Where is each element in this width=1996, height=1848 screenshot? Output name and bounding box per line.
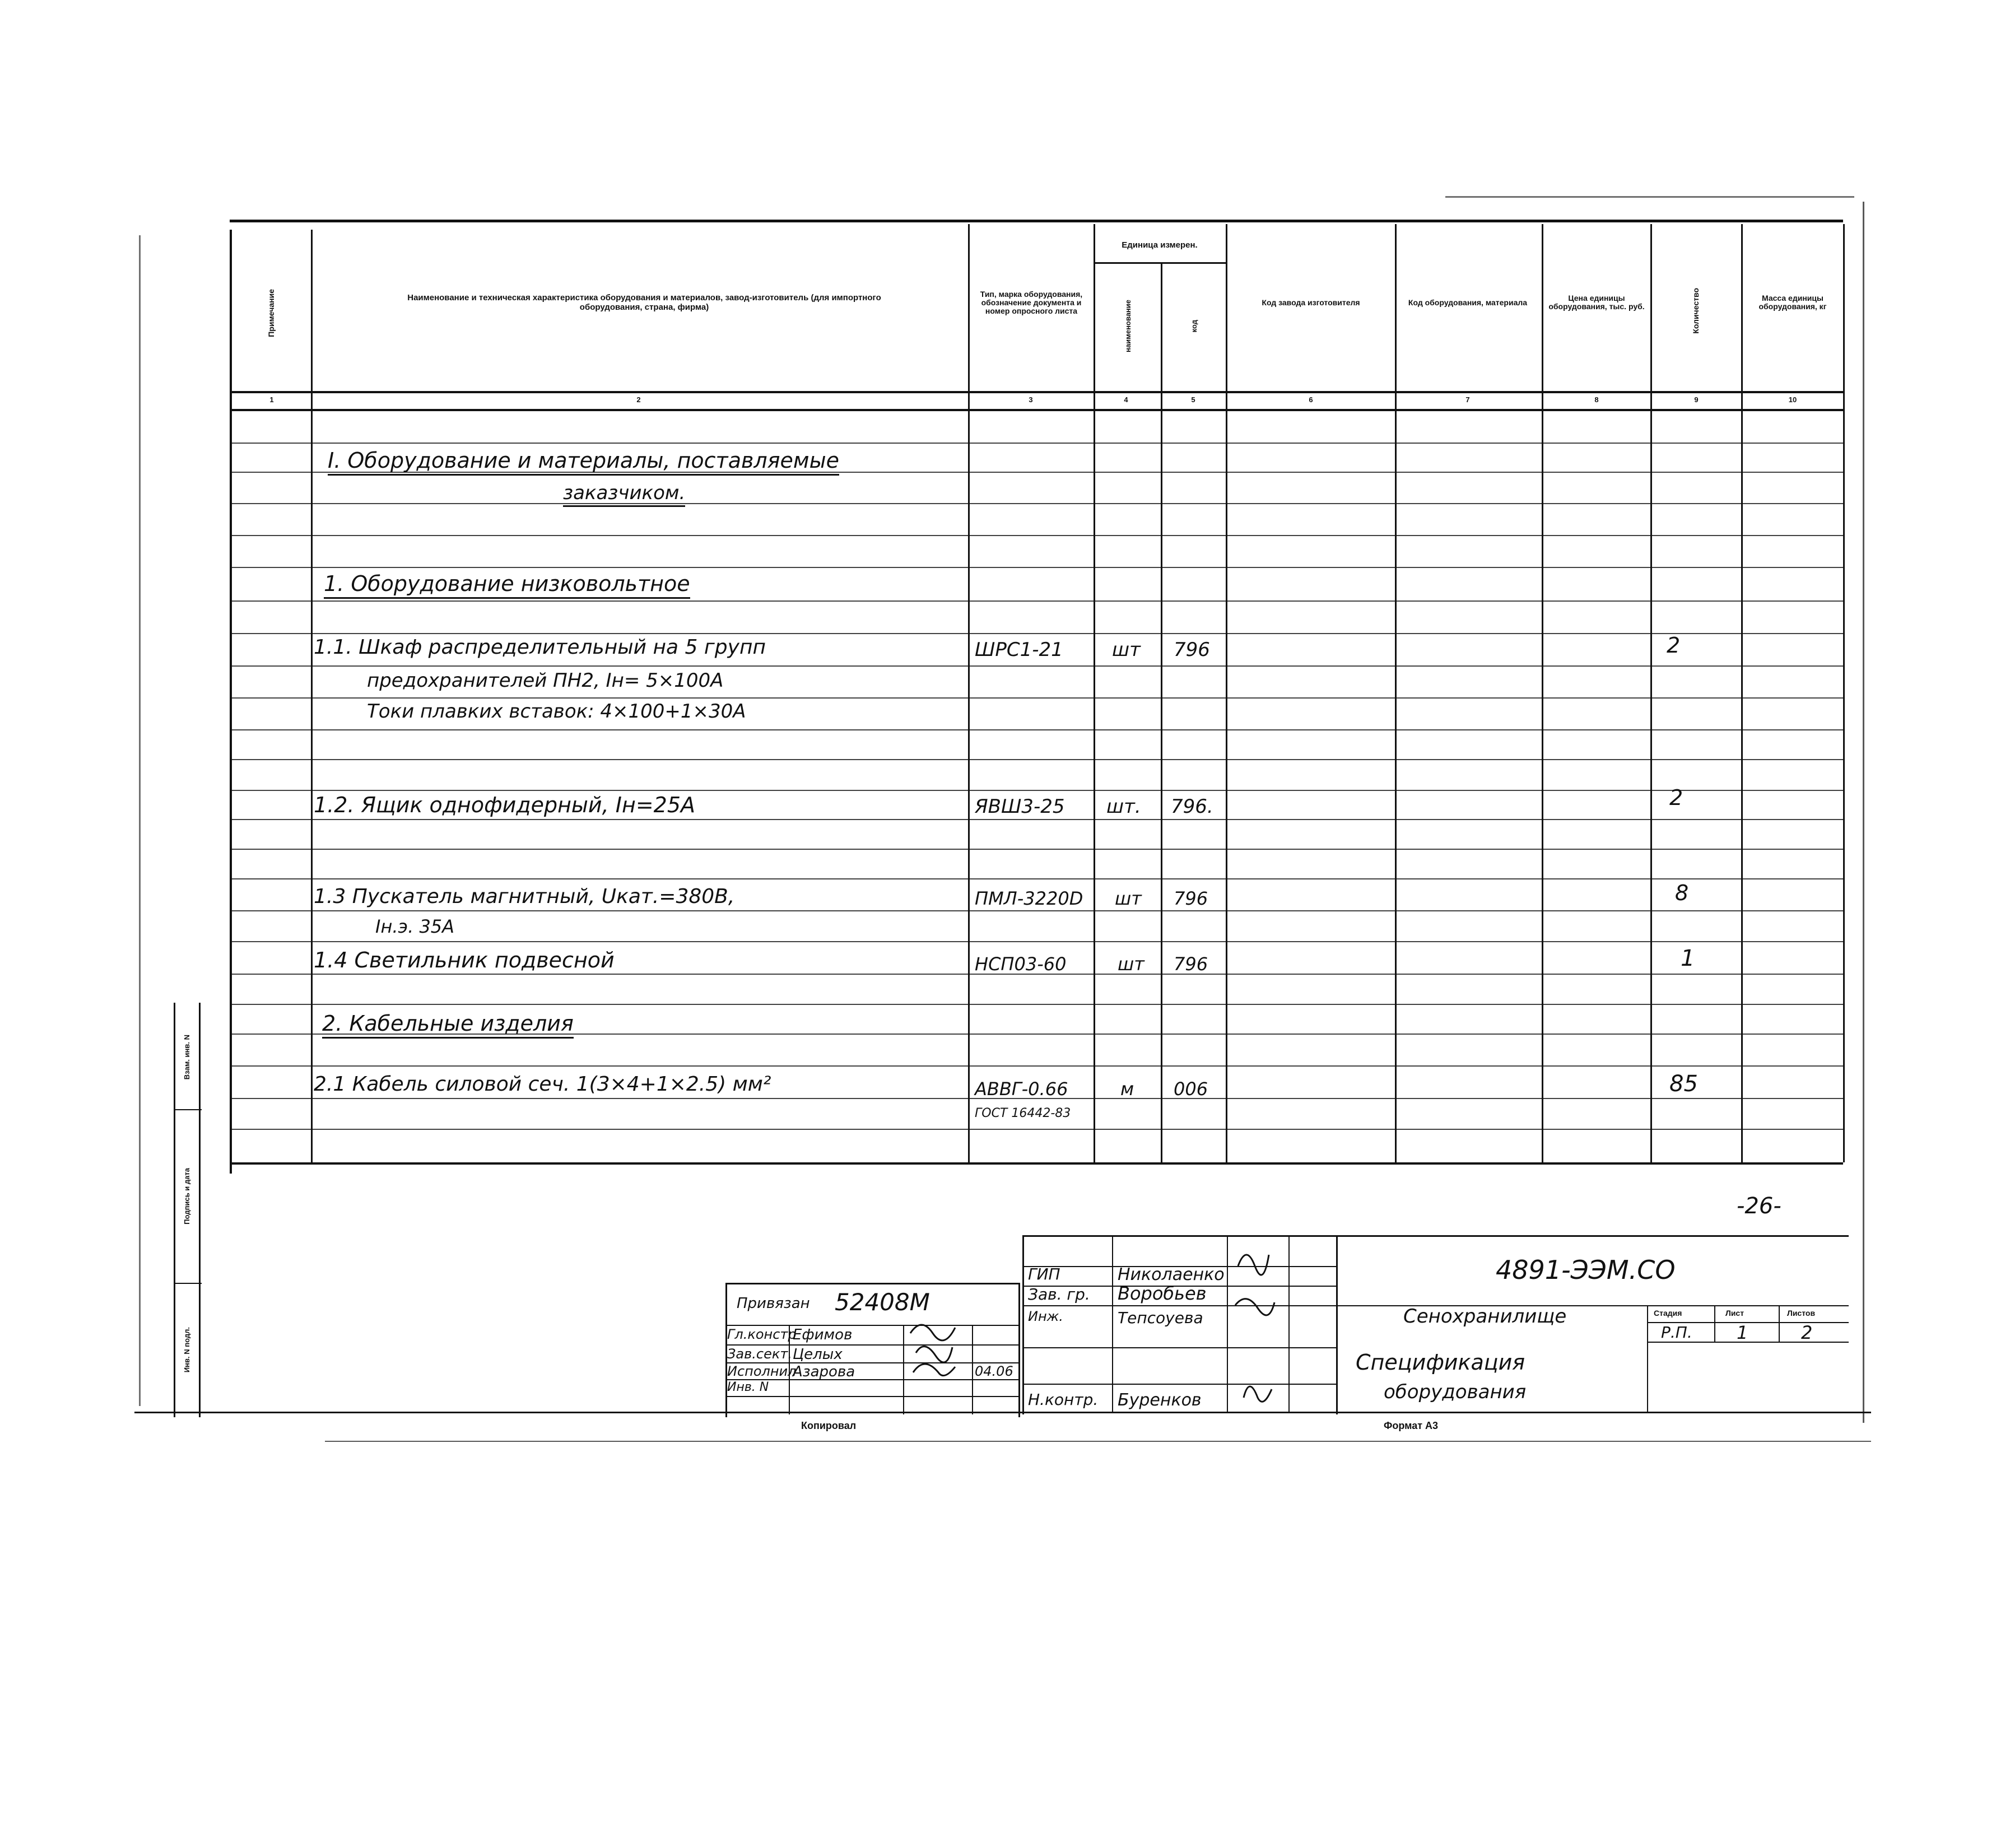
stamp-name: Воробьев [1118,1283,1207,1304]
document-code: 4891-ЭЭМ.СО [1496,1255,1676,1285]
row-name: 1.2. Ящик однофидерный, Iн=25А [314,793,696,817]
stamp-name: Целых [793,1346,843,1363]
col-number: 2 [636,395,641,404]
stamp-role: Инв. N [727,1380,769,1394]
header-factory-code: Код завода изготовителя [1262,297,1360,307]
stamp-role: Исполнил [727,1363,797,1379]
side-label: Подпись и дата [182,1167,191,1225]
copied-by-label: Копировал [801,1420,857,1431]
row-type: ШРС1-21 [975,639,1063,661]
privyazan-value: 52408М [835,1288,930,1316]
col-number: 3 [1029,395,1033,404]
stamp-name: Николаенко [1118,1265,1225,1284]
format-label: Формат А3 [1384,1420,1439,1431]
sheet-value: 1 [1737,1322,1748,1343]
header-unit: Единица измерен. [1122,240,1198,250]
sheet-label: Лист [1725,1309,1744,1318]
stamp-name: Буренков [1118,1390,1202,1410]
row-code: 796 [1174,888,1208,909]
row-type-cont: ГОСТ 16442-83 [975,1106,1071,1120]
side-label: Инв. N подл. [182,1327,191,1373]
row-unit: шт [1118,953,1144,975]
sheets-label: Листов [1787,1309,1816,1318]
col-number: 10 [1788,395,1797,404]
row-code: 796 [1174,953,1208,975]
row-name-cont: Токи плавких вставок: 4×100+1×30А [367,700,746,723]
col-number: 7 [1465,395,1470,404]
header-unit-name: наименование [1123,300,1132,352]
row-type: НСП03-60 [975,953,1067,975]
row-name-cont: предохранителей ПН2, Iн= 5×100А [367,669,724,692]
stamp-name: Азарова [793,1363,855,1380]
privyazan-label: Привязан [737,1295,810,1312]
header-price: Цена единицы оборудования, тыс. руб. [1548,294,1645,311]
col-number: 6 [1309,395,1313,404]
row-name: 2.1 Кабель силовой сеч. 1(3×4+1×2.5) мм² [314,1073,771,1096]
header-equipment-code: Код оборудования, материала [1408,297,1528,307]
stamp-date: 04.06 [975,1363,1013,1379]
header-primechanie: Примечание [266,289,276,337]
row-qty: 8 [1675,881,1689,905]
row-type: АВВГ-0.66 [975,1078,1068,1100]
stamp-name: Тепсоуева [1118,1309,1203,1327]
header-qty: Количество [1691,288,1700,334]
row-type: ПМЛ-3220D [975,888,1083,909]
stage-value: Р.П. [1661,1323,1692,1342]
signature-mark [1227,1238,1336,1412]
page-number: -26- [1737,1193,1781,1219]
header-mass: Масса единицы оборудования, кг [1758,294,1827,311]
signature-mark [905,1311,983,1412]
stamp-role: Гл.констр [727,1326,797,1342]
row-unit: шт. [1106,795,1141,818]
stamp-role: Зав. гр. [1028,1285,1090,1304]
col-number: 9 [1694,395,1699,404]
row-qty: 85 [1669,1071,1698,1097]
row-name: 1.1. Шкаф распределительный на 5 групп [314,636,766,659]
stamp-name: Ефимов [793,1326,853,1343]
row-code: 796 [1174,639,1210,661]
stage-label: Стадия [1654,1309,1682,1318]
drawing-title: Спецификация [1356,1350,1525,1375]
row-name-cont: Iн.э. 35А [375,916,455,937]
header-type: Тип, марка оборудования, обозначение документа и номер опросного листа [980,289,1083,315]
header-unit-code: код [1189,319,1198,333]
section-title: 1. Оборудование низковольтное [324,571,690,599]
section-title-cont: заказчиком. [563,482,685,507]
sheets-value: 2 [1801,1322,1813,1343]
row-type: ЯВШ3-25 [975,795,1065,818]
stamp-role: Н.контр. [1028,1390,1099,1409]
row-unit: шт [1112,639,1141,661]
section-title: 2. Кабельные изделия [322,1011,574,1039]
col-number: 8 [1594,395,1599,404]
col-number: 5 [1191,395,1195,404]
row-qty: 1 [1681,946,1695,971]
row-unit: м [1120,1078,1134,1100]
stamp-role: ГИП [1028,1265,1060,1283]
col-number: 1 [269,395,274,404]
col-number: 4 [1124,395,1128,404]
row-code: 006 [1174,1078,1208,1100]
stamp-role: Инж. [1028,1309,1063,1324]
object-name: Сенохранилище [1403,1305,1567,1328]
stamp-role: Зав.сект. [727,1346,792,1362]
row-qty: 2 [1669,785,1683,810]
row-name: 1.3 Пускатель магнитный, Uкат.=380В, [314,885,735,908]
row-unit: шт [1115,888,1142,909]
row-name: 1.4 Светильник подвесной [314,948,615,972]
header-name: Наименование и техническая характеристика оборудования и материалов, завод-изготовитель (для импортного оборудования, страна, фирма) [407,293,881,312]
row-qty: 2 [1667,633,1681,658]
drawing-title-cont: оборудования [1384,1381,1527,1403]
row-code: 796. [1171,795,1213,818]
section-title: I. Оборудование и материалы, поставляемые [328,448,839,476]
side-label: Взам. инв. N [182,1035,191,1080]
